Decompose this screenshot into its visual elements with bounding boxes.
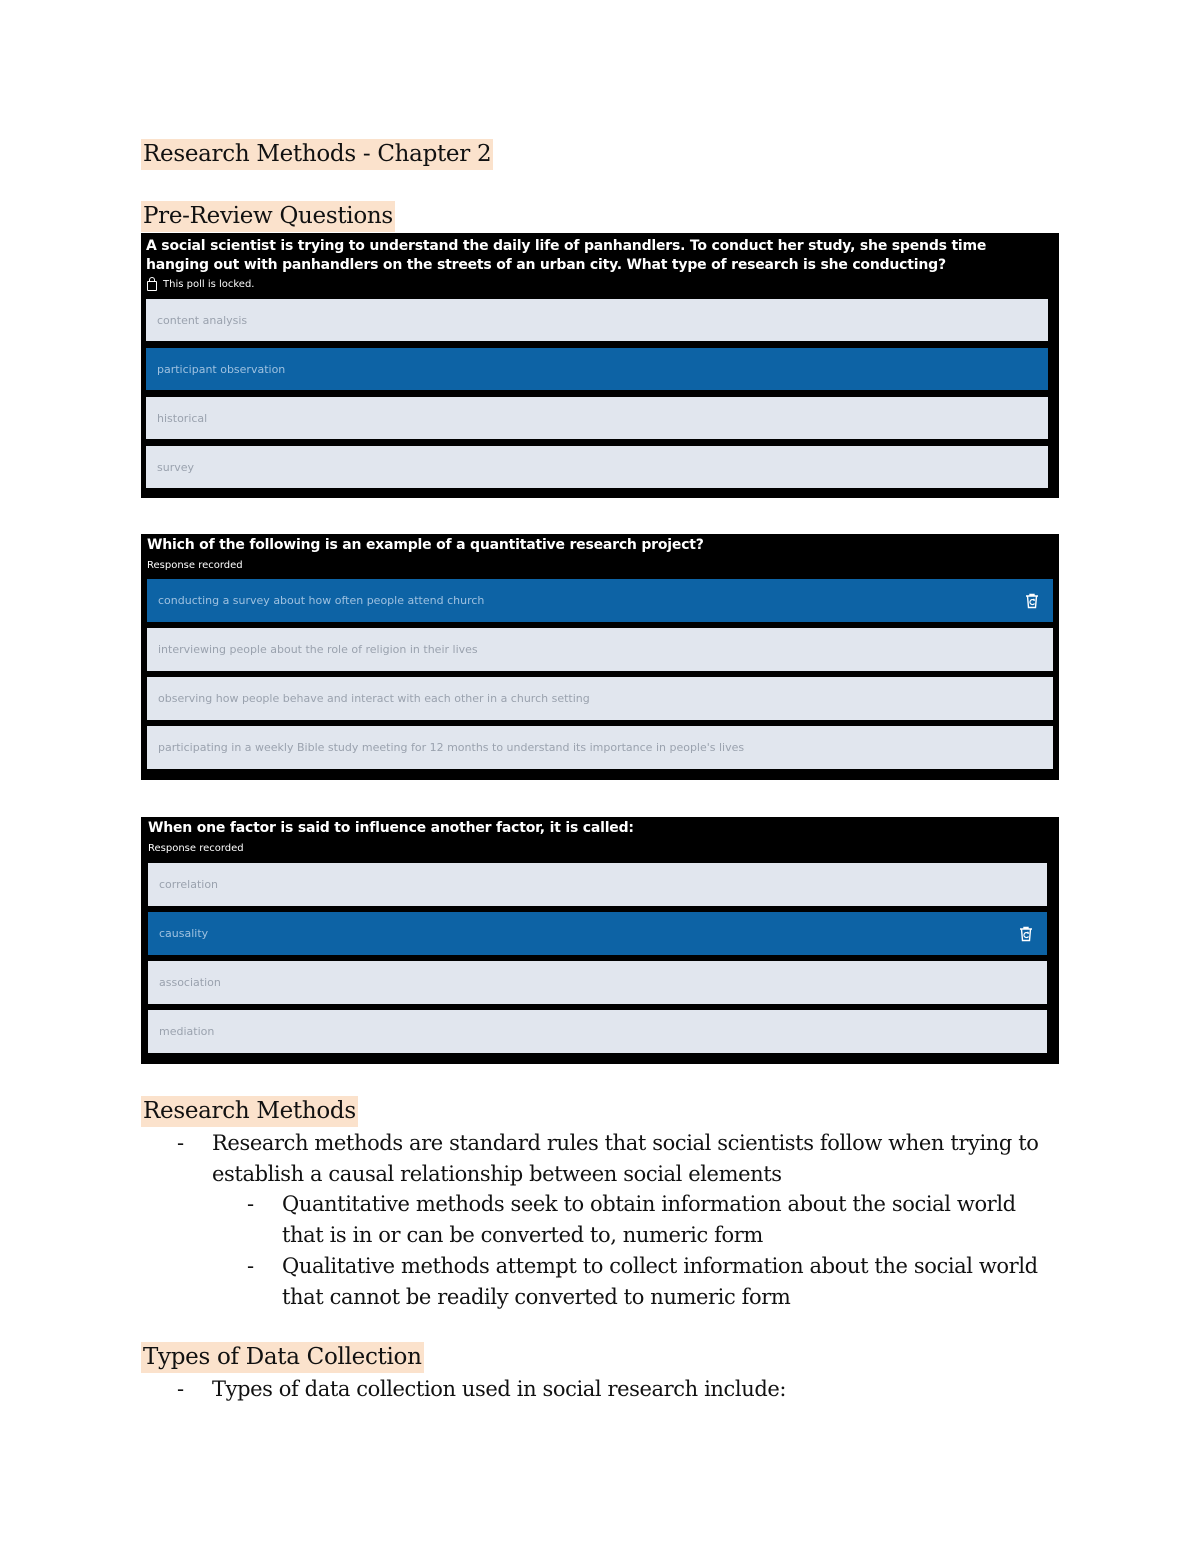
- pre-review-heading: Pre-Review Questions: [141, 201, 395, 232]
- poll-option-selected[interactable]: [148, 912, 1047, 955]
- poll-question: A social scientist is trying to understand the daily life of panhandlers. To conduct her study, she spends time hanging out with panhandlers on the streets of an urban city. What type of research is she conducting?: [146, 238, 987, 273]
- poll-status-text: This poll is locked.: [163, 279, 255, 290]
- bullet-dash: -: [177, 1377, 184, 1401]
- poll-option-selected[interactable]: [146, 348, 1048, 390]
- poll-option-label: participant observation: [157, 362, 286, 376]
- poll-option-label: historical: [157, 411, 208, 425]
- bullet-text: Research methods are standard rules that social scientists follow when trying to establish a causal relationship between social elements: [212, 1131, 1039, 1186]
- poll-option-label: mediation: [159, 1025, 215, 1038]
- lock-icon: [147, 281, 157, 291]
- poll-option-label: participating in a weekly Bible study meeting for 12 months to understand its importance in people's lives: [158, 741, 745, 754]
- poll-option-label: conducting a survey about how often people attend church: [158, 594, 485, 607]
- research-methods-heading: Research Methods: [141, 1096, 358, 1127]
- poll-option[interactable]: [146, 299, 1048, 341]
- poll-option-label: causality: [159, 927, 209, 940]
- poll-option[interactable]: [147, 677, 1053, 720]
- retract-response-icon[interactable]: [1023, 592, 1041, 610]
- poll-option[interactable]: [148, 1010, 1047, 1053]
- poll-option[interactable]: [147, 726, 1053, 769]
- data-collection-heading: Types of Data Collection: [141, 1342, 424, 1373]
- poll-option-label: correlation: [159, 878, 219, 891]
- bullet-text: Quantitative methods seek to obtain information about the social world that is in or can be converted to, numeric form: [282, 1192, 1016, 1247]
- poll-status-text: Response recorded: [148, 843, 244, 854]
- poll-option[interactable]: [147, 628, 1053, 671]
- poll-status-text: Response recorded: [147, 560, 243, 571]
- document-title: Research Methods - Chapter 2: [141, 139, 493, 170]
- poll-question: When one factor is said to influence another factor, it is called:: [148, 820, 634, 836]
- poll-option[interactable]: [146, 446, 1048, 488]
- poll-option[interactable]: [148, 961, 1047, 1004]
- bullet-text: Qualitative methods attempt to collect information about the social world that cannot be readily converted to numeric form: [282, 1254, 1038, 1309]
- poll-status: [147, 559, 243, 572]
- poll-option-label: survey: [157, 460, 195, 474]
- bullet-text: Types of data collection used in social research include:: [212, 1377, 787, 1401]
- bullet-dash: -: [177, 1131, 184, 1155]
- poll-option[interactable]: [146, 397, 1048, 439]
- poll-option-label: association: [159, 976, 221, 989]
- poll-status: [148, 842, 244, 855]
- poll-card-3: [141, 817, 1059, 1064]
- retract-response-icon[interactable]: [1017, 925, 1035, 943]
- poll-option-selected[interactable]: [147, 579, 1053, 622]
- poll-option-label: interviewing people about the role of religion in their lives: [158, 643, 478, 656]
- poll-option[interactable]: [148, 863, 1047, 906]
- bullet-dash: -: [247, 1192, 254, 1216]
- poll-card-2: [141, 534, 1059, 780]
- poll-option-label: observing how people behave and interact with each other in a church setting: [158, 692, 590, 705]
- poll-option-label: content analysis: [157, 313, 248, 327]
- poll-question: Which of the following is an example of a quantitative research project?: [147, 537, 704, 553]
- poll-card-1: [141, 233, 1059, 498]
- bullet-dash: -: [247, 1254, 254, 1278]
- poll-status: [147, 278, 255, 291]
